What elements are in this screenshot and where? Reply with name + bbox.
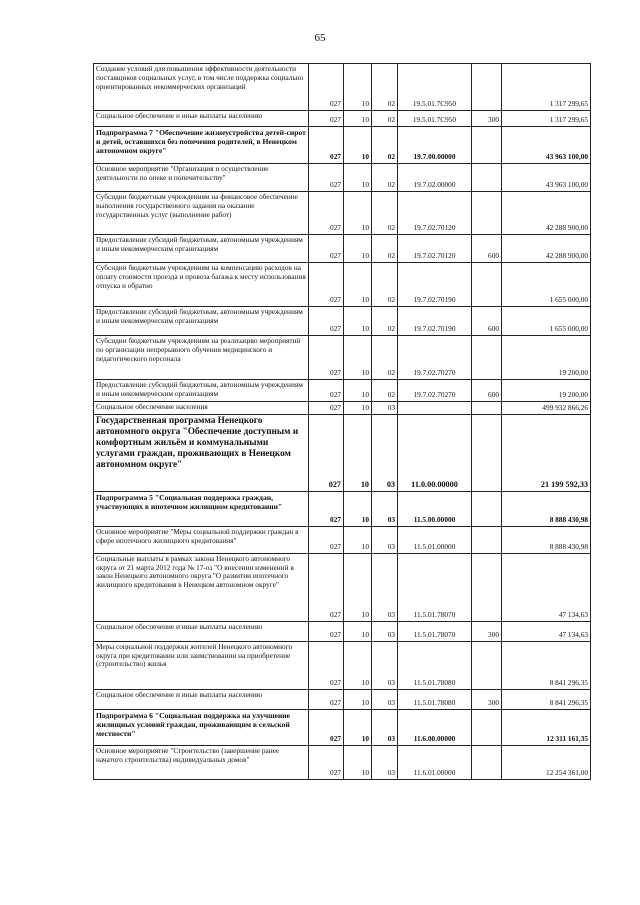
table-cell-amount: 19 200,00 (502, 336, 591, 380)
table-cell-expense-type (472, 192, 502, 235)
table-cell-code: 027 (309, 307, 344, 336)
table-cell-subsection: 03 (372, 621, 398, 641)
table-cell-target: 11.6.00.00000 (398, 709, 472, 745)
table-cell-section: 10 (344, 709, 372, 745)
table-cell-expense-type (472, 553, 502, 621)
table-row (94, 64, 591, 111)
table-cell-subsection: 03 (372, 689, 398, 709)
table-row (94, 526, 591, 553)
table-cell-expense-type: 600 (472, 307, 502, 336)
table-cell-section: 10 (344, 689, 372, 709)
table-cell-amount: 12 254 361,00 (502, 745, 591, 779)
table-cell-section: 10 (344, 745, 372, 779)
table-cell-code: 027 (309, 111, 344, 127)
table-cell-amount: 8 888 430,98 (502, 526, 591, 553)
table-cell-section: 10 (344, 553, 372, 621)
table-row (94, 689, 591, 709)
table-cell-subsection: 02 (372, 164, 398, 192)
table-cell-amount: 8 841 296,35 (502, 641, 591, 689)
table-cell-subsection: 02 (372, 64, 398, 111)
table-cell-name: Подпрограмма 7 "Обеспечение жизнеустройства детей-сирот и детей, оставшихся без попечения родителей, в Ненецком автономном округе" (94, 127, 309, 164)
table-cell-amount: 8 888 430,98 (502, 491, 591, 526)
table-cell-name: Субсидии бюджетным учреждениям на реализацию мероприятий по организации непрерывного обучения медицинского и педагогического персонала (94, 336, 309, 380)
table-cell-name: Социальное обеспечение и иные выплаты населению (94, 621, 309, 641)
table-cell-target: 19.7.02.70120 (398, 235, 472, 263)
table-cell-code: 027 (309, 402, 344, 415)
table-cell-code: 027 (309, 127, 344, 164)
table-cell-subsection: 02 (372, 263, 398, 307)
table-row (94, 553, 591, 621)
table-cell-name: Основное мероприятие "Строительство (завершение ранее начатого строительства) индивидуальных домов" (94, 745, 309, 779)
table-cell-code: 027 (309, 745, 344, 779)
table-cell-subsection: 03 (372, 709, 398, 745)
table-cell-amount: 47 134,63 (502, 553, 591, 621)
table-cell-amount: 12 311 161,35 (502, 709, 591, 745)
table-row (94, 164, 591, 192)
table-cell-section: 10 (344, 380, 372, 402)
table-cell-name: Основное мероприятие "Меры социальной поддержки граждан в сфере ипотечного жилищного кредитования" (94, 526, 309, 553)
table-cell-amount: 1 317 299,65 (502, 111, 591, 127)
table-cell-subsection: 02 (372, 192, 398, 235)
table-cell-name: Социальные выплаты в рамках закона Ненецкого автономного округа от 21 марта 2012 года № 17-оз "О внесении изменений в закон Ненецкого автономного округа "О развитии ипотечного жилищного кредитования в Ненецком автономном округе" (94, 553, 309, 621)
table-cell-name: Предоставление субсидий бюджетным, автономным учреждениям и иным некоммерческим организациям (94, 307, 309, 336)
table-cell-target: 19.7.02.70270 (398, 336, 472, 380)
table-cell-code: 027 (309, 336, 344, 380)
table-cell-target: 19.7.02.70120 (398, 192, 472, 235)
table-cell-code: 027 (309, 380, 344, 402)
table-row (94, 336, 591, 380)
table-cell-subsection: 02 (372, 380, 398, 402)
table-cell-name: Социальное обеспечение и иные выплаты населению (94, 689, 309, 709)
table-row (94, 380, 591, 402)
table-cell-expense-type: 300 (472, 689, 502, 709)
table-cell-target: 19.7.02.00000 (398, 164, 472, 192)
table-cell-expense-type (472, 127, 502, 164)
table-cell-section: 10 (344, 307, 372, 336)
table-cell-code: 027 (309, 192, 344, 235)
table-cell-subsection: 03 (372, 745, 398, 779)
table-cell-amount: 43 963 100,00 (502, 127, 591, 164)
table-cell-section: 10 (344, 235, 372, 263)
table-cell-target: 19.7.00.00000 (398, 127, 472, 164)
table-cell-amount: 42 288 900,00 (502, 235, 591, 263)
table-cell-target: 19.7.02.70190 (398, 307, 472, 336)
table-cell-expense-type (472, 402, 502, 415)
table-cell-subsection: 03 (372, 402, 398, 415)
table-cell-amount: 21 199 592,33 (502, 414, 591, 491)
table-cell-amount: 499 932 866,26 (502, 402, 591, 415)
table-cell-target: 19.7.02.70270 (398, 380, 472, 402)
table-cell-expense-type (472, 641, 502, 689)
table-cell-expense-type (472, 414, 502, 491)
table-cell-amount: 43 963 100,00 (502, 164, 591, 192)
table-cell-name: Государственная программа Ненецкого автономного округа "Обеспечение доступным и комфортным жильём и коммунальными услугами граждан, проживающих в Ненецком автономном округе" (94, 414, 309, 491)
table-cell-subsection: 02 (372, 111, 398, 127)
table-cell-subsection: 02 (372, 336, 398, 380)
table-cell-expense-type (472, 491, 502, 526)
table-cell-target: 11.5.01.00000 (398, 526, 472, 553)
table-cell-code: 027 (309, 491, 344, 526)
table-cell-name: Субсидии бюджетным учреждениям на компенсацию расходов на оплату стоимости проезда и провоза багажа к месту использования отпуска и обратно (94, 263, 309, 307)
table-cell-expense-type: 600 (472, 235, 502, 263)
table-cell-section: 10 (344, 641, 372, 689)
table-row (94, 192, 591, 235)
table-cell-section: 10 (344, 192, 372, 235)
table-cell-code: 027 (309, 414, 344, 491)
table-cell-amount: 8 841 296,35 (502, 689, 591, 709)
table-cell-code: 027 (309, 164, 344, 192)
table-cell-subsection: 03 (372, 491, 398, 526)
table-row (94, 235, 591, 263)
table-row (94, 263, 591, 307)
table-cell-code: 027 (309, 235, 344, 263)
table-cell-target (398, 402, 472, 415)
table-cell-expense-type (472, 164, 502, 192)
table-cell-section: 10 (344, 336, 372, 380)
table-cell-name: Субсидии бюджетным учреждениям на финансовое обеспечение выполнения государственного задания на оказание государственных услуг (выполнение работ) (94, 192, 309, 235)
table-cell-target: 11.5.01.78080 (398, 689, 472, 709)
table-cell-code: 027 (309, 526, 344, 553)
table-cell-subsection: 03 (372, 553, 398, 621)
table-cell-section: 10 (344, 64, 372, 111)
table-cell-name: Социальное обеспечение и иные выплаты населению (94, 111, 309, 127)
table-cell-target: 11.5.01.78070 (398, 621, 472, 641)
table-cell-target: 11.5.01.78080 (398, 641, 472, 689)
table-cell-section: 10 (344, 127, 372, 164)
table-cell-section: 10 (344, 402, 372, 415)
table-cell-code: 027 (309, 689, 344, 709)
table-row (94, 127, 591, 164)
table-cell-name: Основное мероприятие "Организация и осуществление деятельности по опеке и попечительству" (94, 164, 309, 192)
table-row (94, 402, 591, 415)
table-cell-amount: 47 134,63 (502, 621, 591, 641)
table-cell-expense-type: 300 (472, 621, 502, 641)
table-cell-section: 10 (344, 621, 372, 641)
table-cell-subsection: 02 (372, 127, 398, 164)
table-cell-subsection: 02 (372, 307, 398, 336)
table-cell-target: 19.5.01.7С950 (398, 64, 472, 111)
table-cell-amount: 1 317 299,65 (502, 64, 591, 111)
table-cell-expense-type (472, 336, 502, 380)
table-cell-amount: 1 655 000,00 (502, 263, 591, 307)
table-cell-target: 19.7.02.70190 (398, 263, 472, 307)
table-row (94, 745, 591, 779)
table-cell-expense-type (472, 64, 502, 111)
table-cell-expense-type: 300 (472, 111, 502, 127)
table-cell-code: 027 (309, 553, 344, 621)
table-cell-subsection: 03 (372, 414, 398, 491)
table-cell-target: 19.5.01.7С950 (398, 111, 472, 127)
table-cell-target: 11.5.00.00000 (398, 491, 472, 526)
table-cell-subsection: 03 (372, 526, 398, 553)
table-cell-section: 10 (344, 263, 372, 307)
page-number: 65 (314, 32, 326, 44)
table-cell-name: Социальное обеспечение населения (94, 402, 309, 415)
table-cell-name: Создание условий для повышения эффективности деятельности поставщиков социальных услуг, в том числе поддержка социально ориентированных некоммерческих организаций (94, 64, 309, 111)
table-cell-section: 10 (344, 111, 372, 127)
table-row (94, 491, 591, 526)
table-row (94, 709, 591, 745)
table-cell-expense-type (472, 709, 502, 745)
table-row (94, 641, 591, 689)
table-cell-name: Подпрограмма 6 "Социальная поддержка на улучшение жилищных условий граждан, проживающим в сельской местности" (94, 709, 309, 745)
table-cell-subsection: 02 (372, 235, 398, 263)
table-row (94, 111, 591, 127)
table-cell-amount: 19 200,00 (502, 380, 591, 402)
budget-table (93, 63, 591, 780)
table-cell-name: Предоставление субсидий бюджетным, автономным учреждениям и иным некоммерческим организациям (94, 380, 309, 402)
table-cell-section: 10 (344, 414, 372, 491)
table-cell-name: Меры социальной поддержки жителей Ненецкого автономного округа при кредитовании или заимствовании на приобретение (строительство) жилья (94, 641, 309, 689)
table-row (94, 307, 591, 336)
table-cell-expense-type (472, 745, 502, 779)
table-cell-section: 10 (344, 491, 372, 526)
table-cell-expense-type (472, 263, 502, 307)
table-cell-expense-type: 600 (472, 380, 502, 402)
table-cell-amount: 1 655 000,00 (502, 307, 591, 336)
table-row (94, 621, 591, 641)
table-cell-subsection: 03 (372, 641, 398, 689)
table-cell-code: 027 (309, 263, 344, 307)
table-cell-expense-type (472, 526, 502, 553)
table-cell-amount: 42 288 900,00 (502, 192, 591, 235)
table-cell-name: Подпрограмма 5 "Социальная поддержка граждан, участвующих в ипотечном жилищном кредитовании" (94, 491, 309, 526)
table-cell-section: 10 (344, 164, 372, 192)
table-cell-code: 027 (309, 709, 344, 745)
table-cell-section: 10 (344, 526, 372, 553)
table-cell-target: 11.5.01.78070 (398, 553, 472, 621)
table-cell-name: Предоставление субсидий бюджетным, автономным учреждениям и иным некоммерческим организациям (94, 235, 309, 263)
table-cell-code: 027 (309, 641, 344, 689)
table-cell-code: 027 (309, 621, 344, 641)
table-cell-code: 027 (309, 64, 344, 111)
table-row (94, 414, 591, 491)
table-cell-target: 11.6.01.00000 (398, 745, 472, 779)
table-cell-target: 11.0.00.00000 (398, 414, 472, 491)
